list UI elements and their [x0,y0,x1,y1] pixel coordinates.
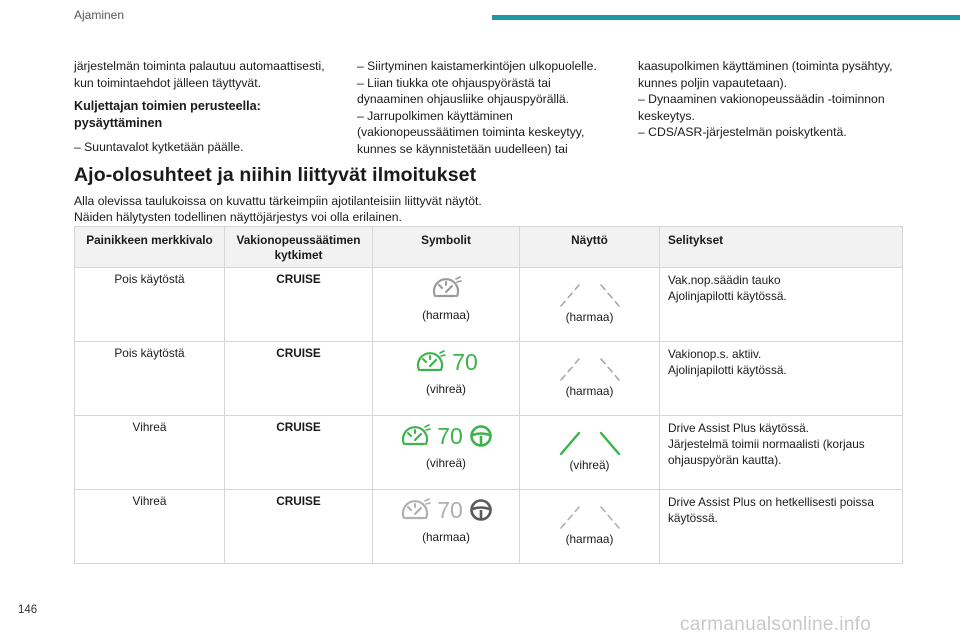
switch-cell: CRUISE [225,490,373,564]
column-header: Painikkeen merkkivalo [75,227,225,268]
column-header: Selitykset [660,227,903,268]
explanation-line: Järjestelmä toimii normaalisti (korjaus ohjauspyörän kautta). [668,437,865,467]
table-header-row [75,227,903,268]
list-item: – Dynaaminen vakionopeussäädin -toiminnon keskeytys. [638,92,885,123]
watermark: carmanualsonline.info [680,614,872,635]
symbol-group [430,272,462,304]
steering-wheel-icon [469,498,493,522]
speed-value: 70 [452,349,478,375]
symbol-cell [373,416,520,490]
explanation-line: Ajolinjapilotti käytössä. [668,289,787,303]
list-item: – Liian tiukka ote ohjauspyörästä tai dynaaminen ohjausliike ohjauspyörällä. [357,75,570,106]
screen-state: (vihreä) [569,458,610,472]
list-item: – Siirtyminen kaistamerkintöjen ulkopuolelle. [357,59,597,73]
intro-line: Alla olevissa taulukoissa on kuvattu tärkeimpiin ajotilanteisiin liittyvät näytöt. [74,194,482,208]
switch-cell: CRUISE [225,342,373,416]
symbol-state: (vihreä) [426,382,466,396]
lane-lines-icon [555,356,625,382]
column-header: Symbolit [373,227,520,268]
screen-cell [520,416,660,490]
screen-cell [520,342,660,416]
column-header: Vakionopeussäätimen kytkimet [225,227,373,268]
symbol-group [399,494,493,526]
speed-value: 70 [437,423,463,449]
symbol-state: (harmaa) [422,308,470,322]
switch-cell: CRUISE [225,268,373,342]
indicator-cell: Vihreä [75,490,225,564]
text-column-3 [638,58,900,141]
explanation-cell [660,416,903,490]
indicator-cell: Pois käytöstä [75,342,225,416]
explanation-cell [660,268,903,342]
speed-value: 70 [437,497,463,523]
column-header: Näyttö [520,227,660,268]
symbol-cell [373,490,520,564]
switch-cell: CRUISE [225,416,373,490]
explanation-line: Drive Assist Plus on hetkellisesti poissa käytössä. [668,495,874,525]
table-row [75,416,903,490]
speedometer-icon [399,497,431,523]
screen-cell [520,268,660,342]
steering-wheel-icon [469,424,493,448]
section-intro [74,193,482,225]
explanation-line: Vakionop.s. aktiiv. [668,347,762,361]
screen-cell [520,490,660,564]
header-accent-bar [492,15,960,20]
symbol-group [414,346,478,378]
explanation-line: Drive Assist Plus käytössä. [668,421,809,435]
explanation-cell [660,342,903,416]
speedometer-icon [414,349,446,375]
symbol-cell [373,268,520,342]
subheading: Kuljettajan toimien perusteella: pysäyttäminen [74,99,261,130]
list-item: – Suuntavalot kytketään päälle. [74,140,244,154]
speedometer-icon [430,275,462,301]
text-column-2 [357,58,619,157]
lane-lines-icon [555,282,625,308]
table-row [75,268,903,342]
table-row [75,342,903,416]
symbol-cell [373,342,520,416]
text-column-1 [74,58,336,156]
symbol-group [399,420,493,452]
lane-lines-icon [555,504,625,530]
explanation-cell [660,490,903,564]
screen-state: (harmaa) [565,532,614,546]
list-item: – Jarrupolkimen käyttäminen (vakionopeussäätimen toiminta keskeytyy, kunnes se käynnistetään uudelleen) tai [357,108,585,156]
indicator-cell: Pois käytöstä [75,268,225,342]
explanation-line: Ajolinjapilotti käytössä. [668,363,787,377]
paragraph: kaasupolkimen käyttäminen (toiminta pysähtyy, kunnes poljin vapautetaan). [638,59,893,90]
paragraph: järjestelmän toiminta palautuu automaattisesti, kun toimintaehdot jälleen täyttyvät. [74,59,325,90]
list-item: – CDS/ASR-järjestelmän poiskytkentä. [638,125,847,139]
intro-line: Näiden hälytysten todellinen näyttöjärjestys voi olla erilainen. [74,210,402,224]
table-row [75,490,903,564]
speedometer-icon [399,423,431,449]
symbol-state: (vihreä) [426,456,466,470]
symbol-state: (harmaa) [422,530,470,544]
section-header: Ajaminen [74,8,125,22]
explanation-line: Vak.nop.säädin tauko [668,273,781,287]
screen-state: (harmaa) [565,310,614,324]
section-title: Ajo-olosuhteet ja niihin liittyvät ilmoitukset [74,164,477,186]
status-table [74,226,903,564]
lane-lines-icon [555,430,625,456]
screen-state: (harmaa) [565,384,614,398]
page-number: 146 [18,604,38,616]
indicator-cell: Vihreä [75,416,225,490]
